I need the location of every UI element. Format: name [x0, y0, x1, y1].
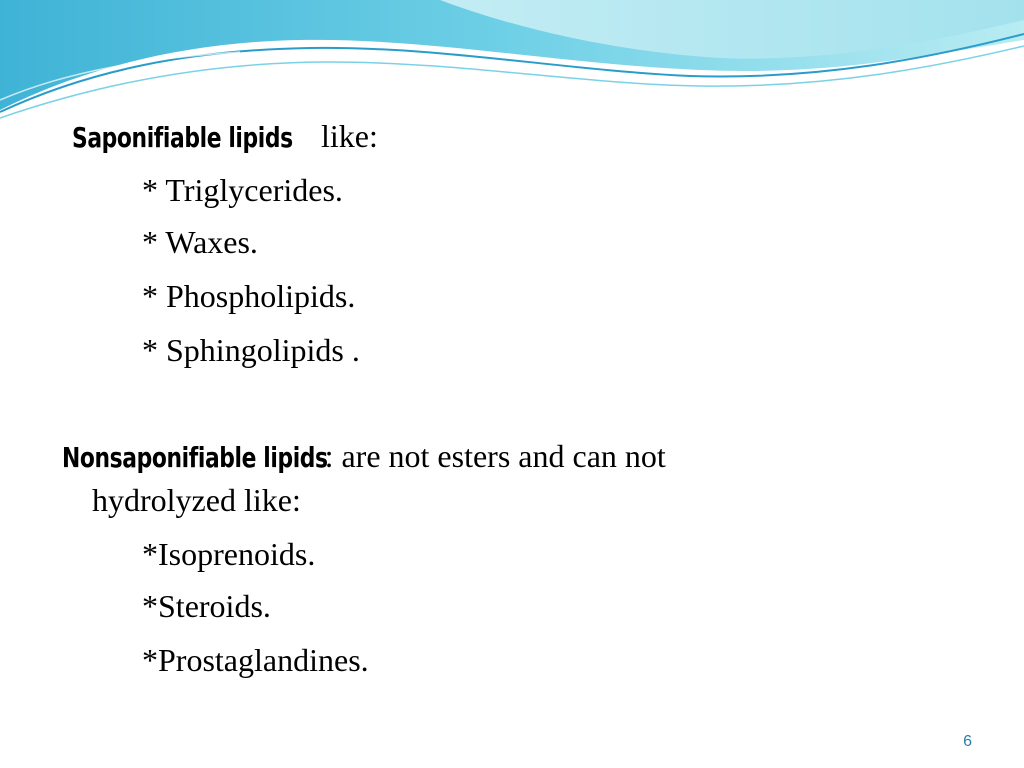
- list-item-phospholipids: * Phospholipids.: [142, 278, 356, 314]
- list-item-prostaglandines: *Prostaglandines.: [142, 642, 369, 678]
- list-item-triglycerides: * Triglycerides.: [142, 172, 343, 208]
- saponifiable-term: Saponifiable lipids: [72, 121, 293, 154]
- nonsaponifiable-continuation: hydrolyzed like:: [92, 482, 301, 518]
- list-item-steroids: *Steroids.: [142, 588, 271, 624]
- list-item-sphingolipids: * Sphingolipids .: [142, 332, 360, 368]
- decorative-wave-header: [0, 0, 1024, 130]
- saponifiable-heading-rest: like:: [312, 118, 378, 154]
- saponifiable-heading: [72, 116, 378, 158]
- nonsaponifiable-heading-rest: : are not esters and can not: [324, 438, 666, 474]
- nonsaponifiable-heading: [62, 436, 666, 478]
- nonsaponifiable-term: Nonsaponifiable lipids: [62, 441, 328, 474]
- list-item-waxes: * Waxes.: [142, 224, 258, 260]
- list-item-isoprenoids: *Isoprenoids.: [142, 536, 316, 572]
- page-number: 6: [963, 733, 972, 750]
